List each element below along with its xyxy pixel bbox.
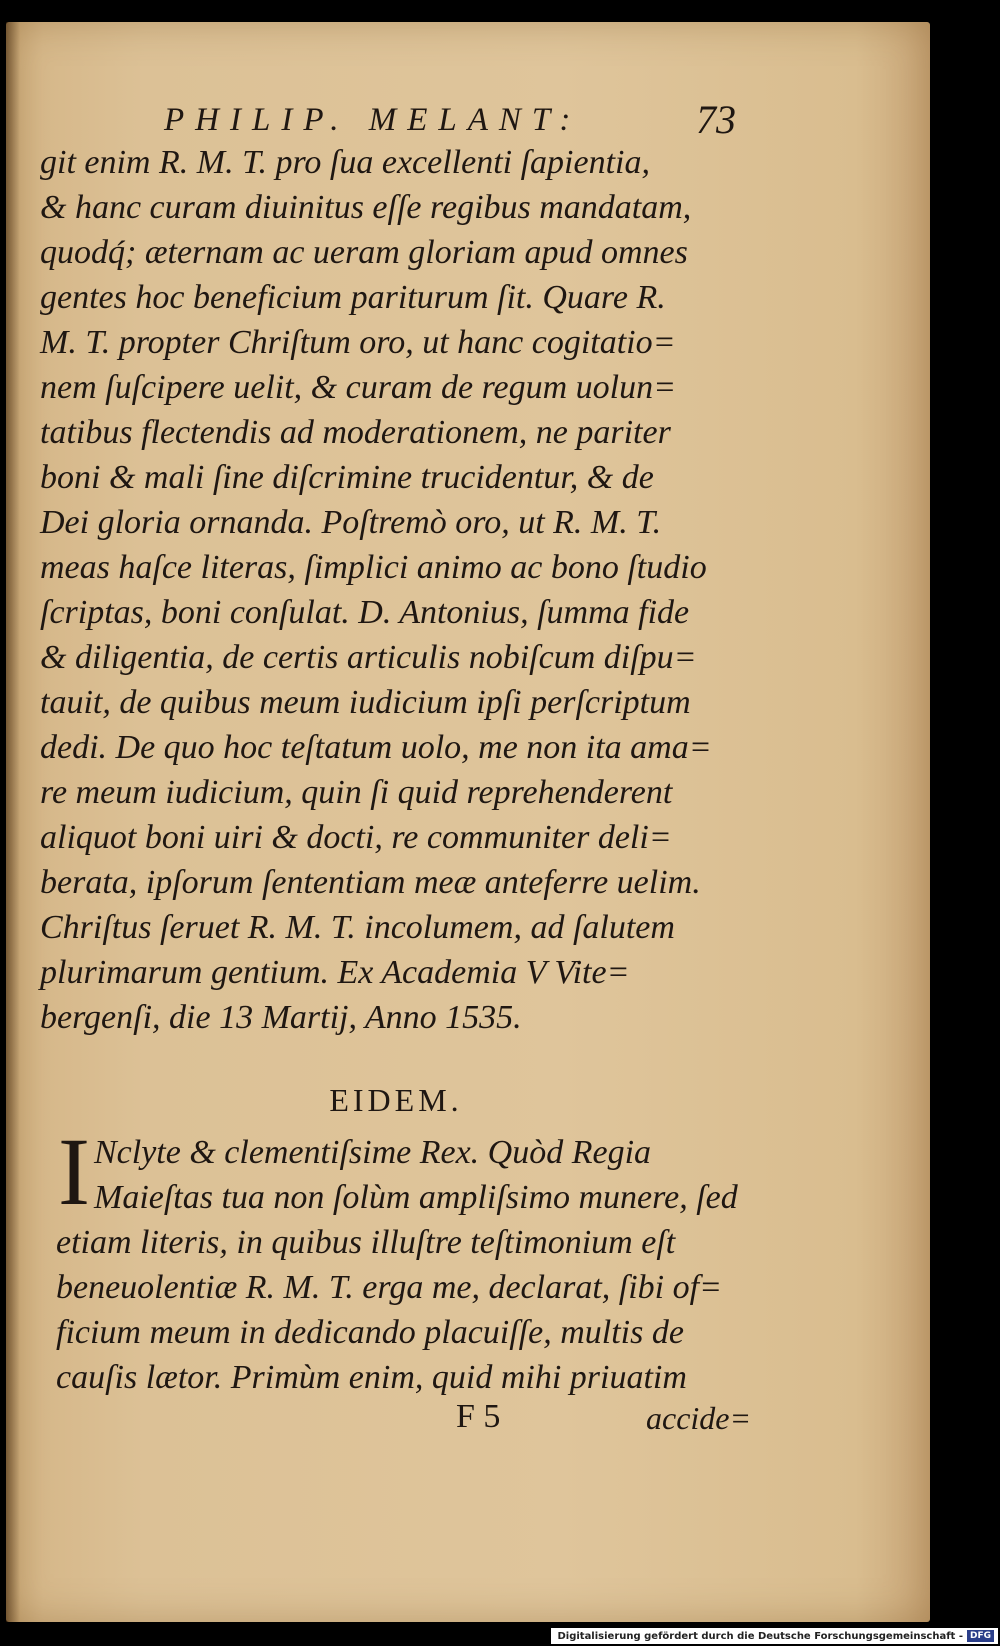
signature-mark: F 5 [456, 1398, 501, 1435]
text-line: dedi. De quo hoc teſtatum uolo, me non ita ama= [40, 729, 712, 766]
page-header [156, 92, 736, 142]
text-line: ſcriptas, boni conſulat. D. Antonius, ſumma fide [40, 594, 690, 631]
text-line: & hanc curam diuinitus eſſe regibus mandatam, [40, 189, 692, 226]
text-line: berata, ipſorum ſententiam meæ anteferre uelim. [40, 864, 701, 901]
text-line: bergenſi, die 13 Martij, Anno 1535. [40, 999, 522, 1036]
text-line: tatibus flectendis ad moderationem, ne pariter [40, 414, 671, 451]
letter-body-1 [40, 140, 712, 1040]
digitization-credit [551, 1628, 998, 1644]
folio-number: 73 [696, 97, 736, 142]
text-line: etiam literis, in quibus illuſtre teſtimonium eſt [56, 1224, 676, 1261]
text-line: & diligentia, de certis articulis nobiſcum diſpu= [40, 639, 697, 676]
drop-initial: I [58, 1118, 90, 1225]
text-line: gentes hoc beneficium pariturum ſit. Quare R. [40, 279, 666, 316]
spine-shadow [6, 22, 20, 1622]
text-line: quodq́; æternam ac ueram gloriam apud omnes [40, 234, 688, 271]
text-line: tauit, de quibus meum iudicium ipſi perſcriptum [40, 684, 691, 721]
dfg-logo-icon: DFG [967, 1630, 994, 1642]
text-line: aliquot boni uiri & docti, re communiter deli= [40, 819, 672, 856]
book-page [6, 22, 930, 1622]
text-line: plurimarum gentium. Ex Academia V Vite= [40, 954, 630, 991]
text-line: re meum iudicium, quin ſi quid reprehenderent [40, 774, 673, 811]
text-line: Chriſtus ſeruet R. M. T. incolumem, ad ſalutem [40, 909, 675, 946]
text-line: Dei gloria ornanda. Poſtremò oro, ut R. M. T. [40, 504, 662, 541]
text-line: nem ſuſcipere uelit, & curam de regum uolun= [40, 369, 677, 406]
running-head: PHILIP. MELANT: [164, 102, 582, 138]
text-line: Maieſtas tua non ſolùm ampliſsimo munere, ſed [94, 1179, 738, 1216]
catchword: accide= [646, 1400, 752, 1436]
text-line: cauſis lætor. Primùm enim, quid mihi priuatim [56, 1359, 687, 1396]
text-line: M. T. propter Chriſtum oro, ut hanc cogitatio= [40, 324, 676, 361]
letter-body-2 [56, 1118, 738, 1400]
text-line: ficium meum in dedicando placuiſſe, multis de [56, 1314, 684, 1351]
text-line: meas haſce literas, ſimplici animo ac bono ſtudio [40, 549, 707, 586]
text-line: beneuolentiæ R. M. T. erga me, declarat, ſibi of= [56, 1269, 723, 1306]
text-line: git enim R. M. T. pro ſua excellenti ſapientia, [40, 144, 650, 181]
text-line: boni & mali ſine diſcrimine trucidentur, & de [40, 459, 654, 496]
section-heading: EIDEM. [329, 1082, 463, 1118]
credit-text: Digitalisierung gefördert durch die Deutsche Forschungsgemeinschaft - [557, 1630, 963, 1642]
text-line: Nclyte & clementiſsime Rex. Quòd Regia [94, 1134, 652, 1171]
